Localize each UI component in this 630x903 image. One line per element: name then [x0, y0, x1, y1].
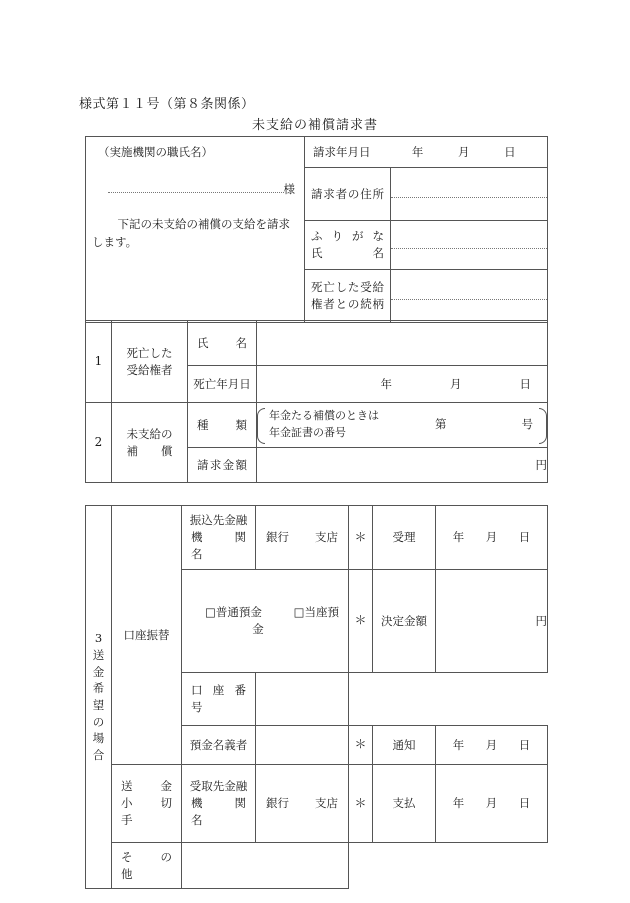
official-receipt-date-field[interactable]: [436, 506, 548, 570]
organization-label: （実施機関の職氏名）: [98, 145, 213, 159]
claimant-address-label: 請求者の住所: [305, 168, 391, 221]
month-label: 月: [485, 796, 498, 811]
applicant-table: [85, 136, 548, 323]
account-transfer-label: 口座振替: [112, 506, 182, 765]
claimant-name-label: ふ り が な 氏 名: [305, 221, 391, 270]
document-title: 未支給の補償請求書: [251, 118, 378, 133]
remittance-table: [85, 505, 548, 889]
claimant-address-field[interactable]: [391, 168, 548, 221]
day-label: 日: [518, 737, 531, 752]
organization-cell: [86, 137, 305, 323]
honorific: 様: [283, 182, 295, 196]
left-brace-icon: [257, 408, 265, 444]
relationship-label: 死亡した受給 権者との続柄: [305, 270, 391, 323]
death-date-label: 死亡年月日: [188, 366, 257, 403]
claim-amount-label: 請求金額: [188, 448, 257, 483]
death-date-field[interactable]: [257, 366, 548, 403]
branch-label: 支店: [315, 530, 338, 545]
receiving-bank-label: 受取先金融 機 関 名: [182, 765, 256, 843]
relationship-field[interactable]: [391, 270, 548, 323]
year-label[interactable]: 年: [411, 144, 424, 159]
table-row: [86, 321, 548, 366]
month-label: 月: [485, 530, 498, 545]
organization-name-line: [90, 181, 295, 198]
compensation-table: [85, 320, 548, 483]
deceased-group-label: 死亡した 受給権者: [112, 321, 188, 403]
dotted-line[interactable]: [391, 197, 547, 198]
month-label[interactable]: 月: [457, 144, 470, 159]
table-row: [86, 403, 548, 448]
table-row: [86, 765, 548, 843]
form-number: 様式第１１号（第８条関係）: [79, 97, 255, 112]
right-brace-icon: [539, 408, 547, 444]
transfer-bank-label: 振込先金融 機 関 名: [182, 506, 256, 570]
official-star-4: ＊: [349, 765, 373, 843]
table-row: [86, 843, 548, 889]
brace-group: 年金たる補償のときは 年金証書の番号 第 号: [257, 407, 547, 443]
bank-label: 銀行: [266, 796, 289, 811]
type-label: 種 類: [188, 403, 257, 448]
official-amount-field[interactable]: [436, 570, 548, 673]
yen-unit: 円: [535, 613, 547, 628]
month-label: 月: [485, 737, 498, 752]
check-payment-label: 送 金 小 切 手: [112, 765, 182, 843]
pension-note: 年金たる補償のときは 年金証書の番号: [269, 409, 379, 439]
official-payment-date-field[interactable]: [436, 765, 548, 843]
official-star-3: ＊: [349, 726, 373, 765]
deposit-type-cell: [182, 570, 349, 673]
official-star-2: ＊: [349, 570, 373, 673]
bank-label: 銀行: [266, 530, 289, 545]
deceased-name-field[interactable]: [257, 321, 548, 366]
checkbox-ordinary-deposit[interactable]: □普通預金: [205, 605, 262, 620]
claimant-name-field[interactable]: [391, 221, 548, 270]
deceased-name-label: 氏 名: [188, 321, 257, 366]
account-holder-label: 預金名義者: [182, 726, 256, 765]
table-row: [86, 137, 548, 168]
branch-label: 支店: [315, 796, 338, 811]
request-statement: 下記の未支給の補償の支給を請求します。: [92, 217, 290, 250]
day-label: 日: [518, 530, 531, 545]
receiving-bank-field[interactable]: [256, 765, 349, 843]
yen-unit: 円: [535, 457, 547, 472]
year-label: 年: [452, 737, 465, 752]
official-label-payment: 支払: [373, 765, 436, 843]
transfer-bank-field[interactable]: [256, 506, 349, 570]
claim-date-label: 請求年月日: [313, 144, 371, 159]
dotted-line[interactable]: [108, 192, 284, 193]
official-notice-date-field[interactable]: [436, 726, 548, 765]
year-label: 年: [380, 376, 392, 391]
year-label: 年: [452, 530, 465, 545]
official-label-notice: 通知: [373, 726, 436, 765]
other-field[interactable]: [182, 843, 349, 889]
other-label: そ の 他: [112, 843, 182, 889]
dotted-line[interactable]: [391, 248, 547, 249]
row-number-2: 2: [86, 403, 112, 483]
section-label-remittance: 3 送 金 希 望 の 場 合: [86, 506, 112, 889]
type-field[interactable]: [257, 403, 548, 448]
year-label: 年: [452, 796, 465, 811]
day-label[interactable]: 日: [504, 144, 516, 159]
dotted-line[interactable]: [391, 299, 547, 300]
table-row: [86, 506, 548, 570]
account-number-label: 口 座 番 号: [182, 673, 256, 726]
unpaid-group-label: 未支給の 補 償: [112, 403, 188, 483]
official-label-receipt: 受理: [373, 506, 436, 570]
month-label: 月: [450, 376, 462, 391]
claim-amount-field[interactable]: [257, 448, 548, 483]
claim-date-cell: [305, 137, 548, 168]
day-label: 日: [519, 376, 531, 391]
row-number-1: 1: [86, 321, 112, 403]
account-number-field[interactable]: [256, 673, 349, 726]
checkbox-current-deposit[interactable]: □当座預金: [252, 605, 339, 636]
day-label: 日: [518, 796, 531, 811]
account-holder-field[interactable]: [256, 726, 349, 765]
official-star-1: ＊: [349, 506, 373, 570]
official-label-amount: 決定金額: [373, 570, 436, 673]
